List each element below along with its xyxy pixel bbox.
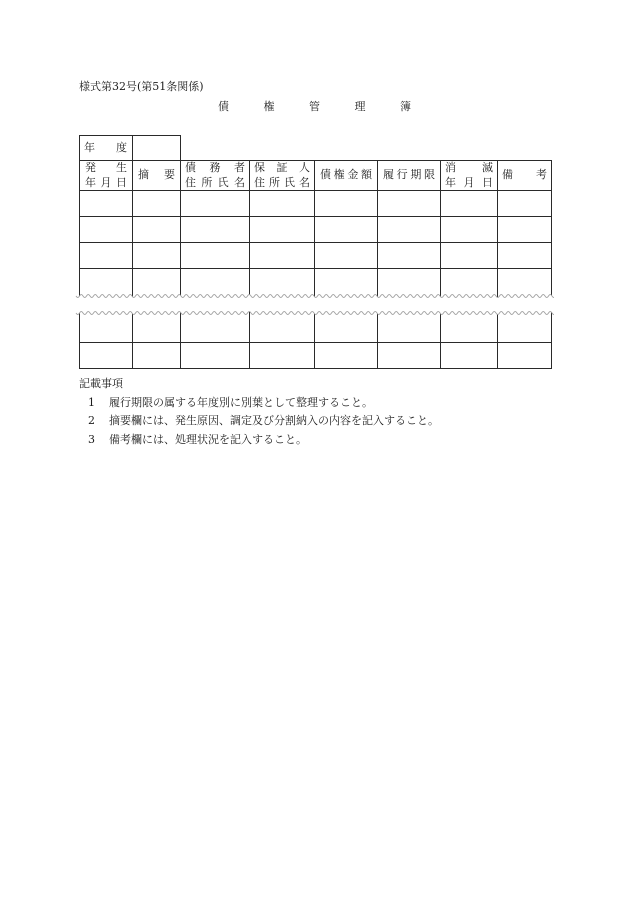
table-cell xyxy=(80,191,133,217)
col-header-text: 履行期限 xyxy=(383,168,435,182)
note-item xyxy=(79,431,439,450)
table-row xyxy=(80,243,552,269)
table-cell xyxy=(498,342,552,368)
col-header-claim-amount xyxy=(315,161,378,191)
col-header-text: 年月日 xyxy=(445,175,493,189)
ledger-table-upper xyxy=(79,135,552,299)
table-cell xyxy=(80,243,133,269)
note-number: 3 xyxy=(88,432,95,446)
table-cell xyxy=(315,243,378,269)
table-cell xyxy=(133,217,181,243)
note-text: 備考欄には、処理状況を記入すること。 xyxy=(109,432,307,446)
table-break-marker xyxy=(76,286,554,322)
table-cell xyxy=(441,243,498,269)
table-row xyxy=(80,342,552,368)
table-cell xyxy=(441,191,498,217)
col-header-remarks xyxy=(498,161,552,191)
table-cell xyxy=(498,217,552,243)
table-cell xyxy=(441,342,498,368)
table-cell xyxy=(250,191,315,217)
col-header-debtor xyxy=(181,161,250,191)
table-cell xyxy=(80,217,133,243)
fiscal-year-label: 年度 xyxy=(84,141,127,154)
table-cell xyxy=(498,243,552,269)
col-header-text: 債務者 xyxy=(185,161,245,174)
note-number: 2 xyxy=(88,414,95,427)
note-item xyxy=(79,394,439,413)
note-text: 摘要欄には、発生原因、調定及び分割納入の内容を記入すること。 xyxy=(109,414,439,427)
note-number: 1 xyxy=(88,395,95,409)
note-item xyxy=(79,412,439,431)
notes-heading: 記載事項 xyxy=(79,377,123,390)
col-header-text: 備考 xyxy=(502,168,548,182)
col-header-text: 債権金額 xyxy=(320,168,372,182)
table-cell xyxy=(441,217,498,243)
table-cell xyxy=(378,342,441,368)
fiscal-year-label-cell xyxy=(80,136,133,161)
table-cell xyxy=(181,342,250,368)
table-cell xyxy=(250,243,315,269)
table-cell xyxy=(378,217,441,243)
table-cell xyxy=(250,342,315,368)
col-header-text: 住所氏名 xyxy=(185,175,245,189)
table-cell xyxy=(315,191,378,217)
header-row xyxy=(80,161,552,191)
fiscal-year-value-cell xyxy=(133,136,181,161)
blank-area xyxy=(181,136,552,161)
table-cell xyxy=(80,342,133,368)
notes-section xyxy=(79,375,439,449)
table-cell xyxy=(133,342,181,368)
table-row xyxy=(80,191,552,217)
table-row xyxy=(80,217,552,243)
table-cell xyxy=(181,243,250,269)
table-cell xyxy=(378,191,441,217)
document-title: 債権管理簿 xyxy=(218,100,411,113)
col-header-text: 住所氏名 xyxy=(254,175,310,189)
col-header-extinction-date xyxy=(441,161,498,191)
table-cell xyxy=(315,217,378,243)
fiscal-year-row xyxy=(80,136,552,161)
table-cell xyxy=(133,243,181,269)
col-header-text: 発生 xyxy=(85,161,127,174)
table-cell xyxy=(315,342,378,368)
table-cell xyxy=(181,217,250,243)
col-header-occurrence-date xyxy=(80,161,133,191)
col-header-text: 保証人 xyxy=(254,161,310,174)
col-header-text: 摘要 xyxy=(138,168,175,182)
table-cell xyxy=(181,191,250,217)
col-header-summary xyxy=(133,161,181,191)
table-break-wave-top xyxy=(76,295,554,298)
table-cell xyxy=(498,191,552,217)
table-cell xyxy=(133,191,181,217)
table-cell xyxy=(250,217,315,243)
col-header-guarantor xyxy=(250,161,315,191)
form-number: 様式第32号(第51条関係) xyxy=(79,80,204,93)
col-header-due-date xyxy=(378,161,441,191)
col-header-text: 年月日 xyxy=(85,175,127,189)
col-header-text: 消滅 xyxy=(445,161,493,174)
table-cell xyxy=(378,243,441,269)
note-text: 履行期限の属する年度別に別葉として整理すること。 xyxy=(109,395,373,409)
